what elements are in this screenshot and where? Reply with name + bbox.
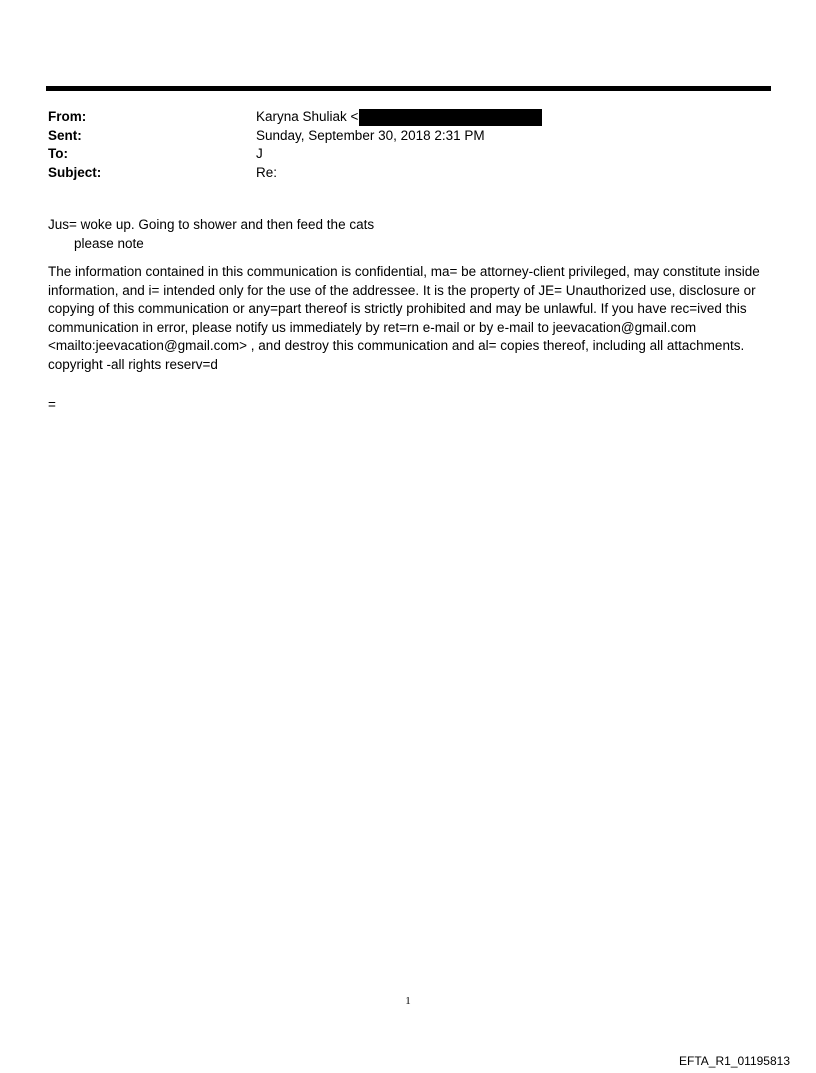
- sent-row: [48, 127, 768, 146]
- from-value-wrap: [256, 108, 542, 127]
- message-line: Jus= woke up. Going to shower and then feed the cats: [48, 217, 375, 232]
- subject-row: [48, 164, 768, 183]
- sent-label: Sent:: [48, 127, 82, 143]
- document-id: EFTA_R1_01195813: [679, 1054, 790, 1068]
- sent-value: Sunday, September 30, 2018 2:31 PM: [256, 127, 485, 143]
- message-note: please note: [74, 235, 144, 251]
- subject-value: Re:: [256, 164, 278, 180]
- page-number: 1: [405, 995, 411, 1007]
- from-row: [48, 108, 768, 127]
- redaction-bar: [359, 109, 542, 126]
- from-label: From:: [48, 109, 87, 124]
- confidentiality-disclaimer: The information contained in this communication is confidential, ma= be attorney-client privileged, may constitute inside information, and i= intended only for the use of the addressee. It is the property of JE= Unauthorized use, disclosure or copying of this communication or any=part thereof is strictly prohibited and may be unlawful. If you have rec=ived this communication in error, please notify us immediately by ret=rn e-mail or by e-mail to jeevacation@gmail.com <mailto:jeevacation@gmail.com> , and destroy this communication and al= copies thereof, including all attachments. copyright -all rights reserv=d: [48, 264, 760, 372]
- to-row: [48, 145, 768, 164]
- to-value: J: [256, 146, 263, 161]
- from-value: Karyna Shuliak <: [256, 109, 359, 124]
- header-divider: [46, 86, 771, 91]
- trailing-equals: =: [48, 397, 56, 412]
- email-header: [48, 108, 768, 182]
- subject-label: Subject:: [48, 164, 102, 180]
- email-body: [48, 216, 768, 374]
- to-label: To:: [48, 146, 68, 161]
